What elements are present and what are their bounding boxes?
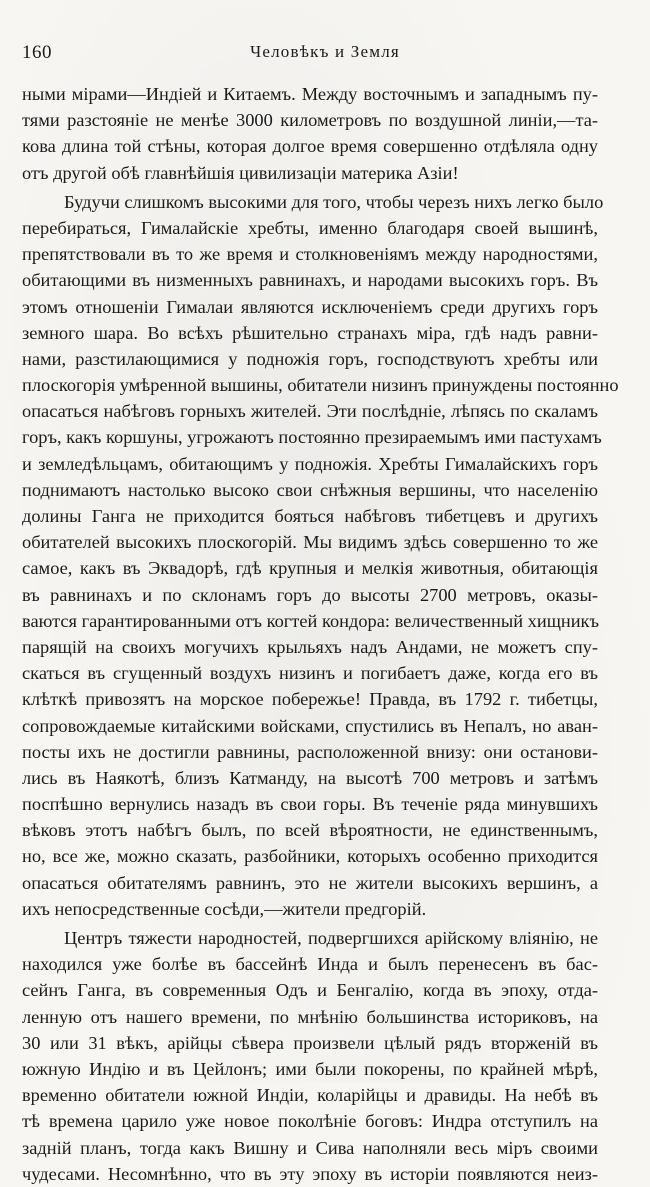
text-line: Центръ тяжести народностей, подвергшихся арійскому вліянію, не: [64, 928, 598, 948]
text-line: южную Индію и въ Цейлонъ; ими были покорены, по крайней мѣрѣ,: [22, 1058, 598, 1079]
text-line: сейнъ Ганга, въ современныя Одъ и Бенгалію, когда въ эпоху, отда-: [22, 980, 598, 1001]
text-line: поднимаютъ настолько высоко свои снѣжныя вершины, что населенію: [22, 479, 598, 500]
text-line: ваются гарантированными отъ когтей кондора: величественный хищникъ: [22, 610, 599, 631]
text-line: перебираться, Гималайскіе хребты, именно благодаря своей вышинѣ,: [22, 217, 598, 238]
text-line: клѣткѣ привозятъ на морское побережье! Правда, въ 1792 г. тибетцы,: [22, 689, 598, 710]
text-line: парящій на своихъ могучихъ крыльяхъ надъ Андами, не можетъ спу-: [22, 636, 598, 657]
text-line: ными мірами—Индіей и Китаемъ. Между восточнымъ и западнымъ пу-: [22, 84, 598, 104]
running-title: Человѣкъ и Земля: [250, 42, 400, 61]
text-line: долины Ганга не приходится бояться набѣговъ тибетцевъ и другихъ: [22, 506, 598, 526]
text-line: обитателей высокихъ плоскогорій. Мы видимъ здѣсь совершенно то же: [22, 532, 598, 553]
paragraph: [22, 186, 619, 922]
text-line: временно обитатели южной Индіи, коларійцы и дравиды. На небѣ въ: [22, 1085, 598, 1106]
text-line: 30 или 31 вѣкъ, арійцы сѣвера произвели цѣлый рядъ вторженій въ: [22, 1032, 598, 1053]
text-line: горъ, какъ коршуны, угрожаютъ постоянно презираемымъ ими пастухамъ: [22, 427, 602, 448]
page-header: [0, 42, 650, 66]
text-line: сопровождаемые китайскими войсками, спустились въ Непалъ, но аван-: [22, 715, 598, 736]
text-line: земного шара. Во всѣхъ рѣшительно странахъ міра, гдѣ надъ равни-: [22, 322, 598, 343]
text-line: самое, какъ въ Эквадорѣ, гдѣ крупныя и мелкія животныя, обитающія: [22, 558, 598, 579]
text-line: скаться въ сгущенный воздухъ низинъ и погибаетъ даже, когда его въ: [22, 663, 598, 684]
paragraph: [22, 81, 598, 186]
text-line: вѣковъ этотъ набѣгъ былъ, по всей вѣроятности, не единственнымъ,: [22, 820, 598, 841]
body-text: [22, 81, 619, 1187]
text-line: обитающими въ низменныхъ равнинахъ, и народами высокихъ горъ. Въ: [22, 270, 598, 291]
text-line: плоскогорія умѣренной вышины, обитатели низинъ принуждены постоянно: [22, 375, 619, 396]
text-line: но, все же, можно сказать, разбойники, которыхъ особенно приходится: [22, 846, 598, 867]
text-line: поспѣшно вернулись назадъ въ свои горы. Въ теченіе ряда минувшихъ: [22, 794, 598, 815]
text-line: отъ другой обѣ главнѣйшія цивилизаціи материка Азіи!: [22, 162, 459, 183]
text-line: въ равнинахъ и по склонамъ горъ до высоты 2700 метровъ, оказы-: [22, 584, 598, 605]
text-line: препятствовали въ то же время и столкновеніямъ между народностями,: [22, 244, 598, 265]
text-line: кова длина той стѣны, которая долгое время совершенно отдѣляла одну: [22, 136, 598, 157]
text-line: тѣ времена царило уже новое поколѣніе боговъ: Индра отступилъ на: [22, 1111, 598, 1132]
text-line: лись въ Наякотѣ, близъ Катманду, на высотѣ 700 метровъ и затѣмъ: [22, 767, 598, 788]
text-line: нами, разстилающимися у подножія горъ, господствуютъ хребты или: [22, 348, 598, 369]
paragraph: [22, 922, 598, 1187]
text-line: Будучи слишкомъ высокими для того, чтобы черезъ нихъ легко было: [64, 191, 604, 212]
page-number: 160: [22, 42, 52, 63]
text-line: и земледѣльцамъ, обитающимъ у подножія. Хребты Гималайскихъ горъ: [22, 453, 598, 474]
text-line: задній планъ, тогда какъ Вишну и Сива наполняли весь міръ своими: [22, 1137, 598, 1158]
text-line: ихъ непосредственные сосѣди,—жители предгорій.: [22, 898, 427, 919]
text-line: опасаться набѣговъ горныхъ жителей. Эти послѣдніе, лѣпясь по скаламъ: [22, 401, 598, 422]
text-line: находился уже болѣе въ бассейнѣ Инда и былъ перенесенъ въ бас-: [22, 954, 598, 975]
text-line: тями разстояніе не менѣе 3000 километровъ по воздушной линіи,—та-: [22, 110, 598, 131]
text-line: посты ихъ не достигли равнины, расположенной внизу: они останови-: [22, 741, 598, 762]
text-line: опасаться обитателямъ равнинъ, это не жители высокихъ вершинъ, а: [22, 872, 598, 893]
text-line: этомъ отношеніи Гималаи являются исключеніемъ среди другихъ горъ: [22, 296, 598, 317]
text-line: ленную отъ нашего времени, по мнѣнію большинства историковъ, на: [22, 1006, 598, 1027]
text-line: чудесами. Несомнѣнно, что въ эту эпоху въ исторіи появляются неиз-: [22, 1163, 598, 1184]
